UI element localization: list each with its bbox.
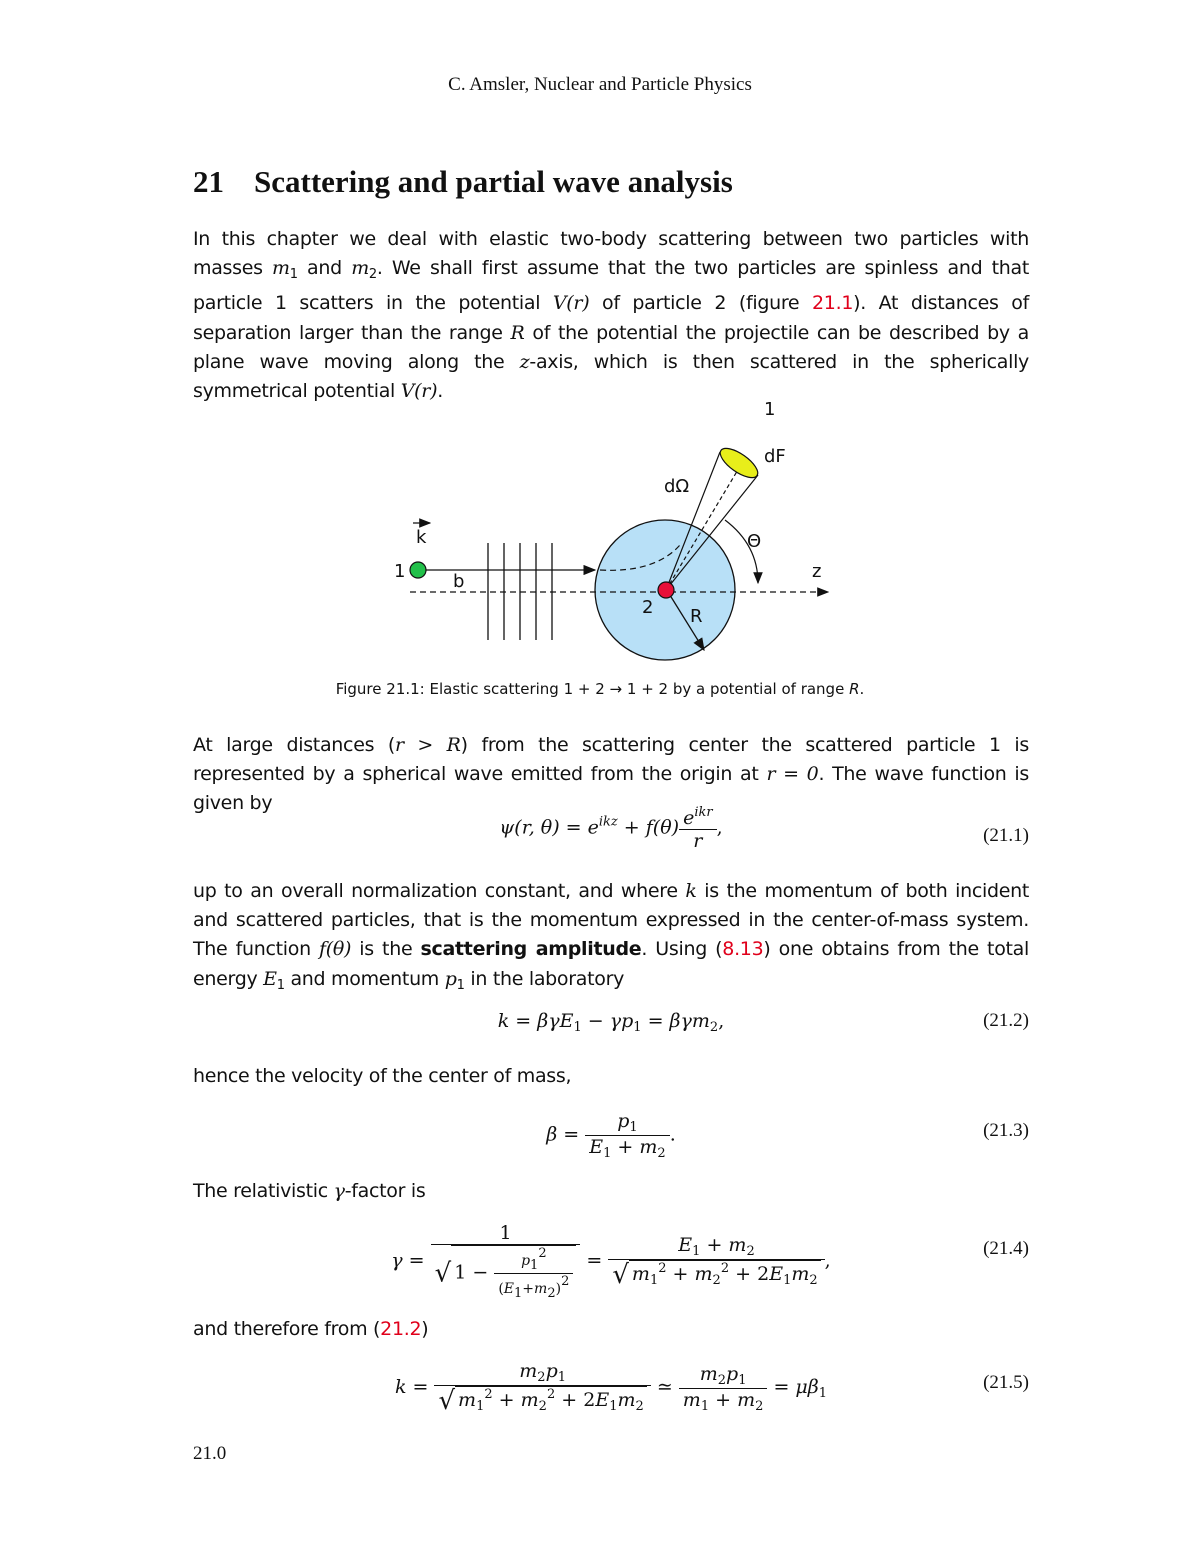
paragraph-6: and therefore from (21.2) <box>193 1318 429 1340</box>
equation-number: (21.4) <box>983 1238 1029 1259</box>
label-particle-2: 2 <box>642 597 654 618</box>
chapter-title-text: Scattering and partial wave analysis <box>254 164 733 199</box>
equation-number: (21.2) <box>983 1010 1029 1031</box>
equation-21-1: ψ(r, $\theta) = e^{ikz} + f(\theta)$ $\frac{e^{ikr}}{r}$ , (21.1) <box>499 805 1029 852</box>
equation-number: (21.1) <box>983 825 1029 846</box>
equation-reference[interactable]: 8.13 <box>722 938 764 961</box>
equation-21-4: γ = 1 √ 1 − $\frac{p12}{(E1+m2)2}$ = $\frac{E_1 + m_2}{√ m_1^2 + m_2^2 + 2E_1m_2}$ , (21.4) <box>391 1222 1029 1301</box>
equation-number: (21.5) <box>983 1372 1029 1393</box>
label-theta: Θ <box>747 531 762 552</box>
scattering-figure <box>380 395 850 670</box>
label-k: k <box>416 527 427 548</box>
label-b: b <box>453 571 465 592</box>
figure-reference[interactable]: 21.1 <box>812 292 854 315</box>
label-outgoing-1: 1 <box>764 399 776 420</box>
equation-reference[interactable]: 21.2 <box>380 1318 422 1340</box>
equation-21-2: $k = \beta\gamma E_1 - \gamma p_1 = \beta\gamma m_2$, (21.2) <box>497 1010 1029 1035</box>
paragraph-2: At large distances (r > R) from the scattering center the scattered particle 1 is represented by a spherical wave emitted from the origin at r = 0. The wave function is given by <box>193 734 1030 815</box>
equation-21-5: k = $\frac{m_2p_1}{√ m_1^2 + m_2^2 + 2E_1m_2}$ ≃ $\frac{m_2p_1}{m_1 + m_2}$ = $\mu\beta_1$ (21.5) <box>394 1360 1029 1416</box>
running-head: C. Amsler, Nuclear and Particle Physics <box>448 74 752 95</box>
paragraph-3: up to an overall normalization constant, and where k is the momentum of both incident and scattered particles, that is the momentum expressed in the center-of-mass system. The function f(θ) is the scattering amplitude. Using (8.13) one obtains from the total energy $E_1$ and momentum $p_1$ in the laboratory <box>193 880 1029 993</box>
particle-1 <box>410 562 426 578</box>
equation-number: (21.3) <box>983 1120 1029 1141</box>
label-R: R <box>690 606 703 627</box>
particle-2 <box>658 582 674 598</box>
chapter-number: 21 <box>193 164 224 199</box>
page-number: 21.0 <box>193 1443 227 1464</box>
label-particle-1: 1 <box>394 561 406 582</box>
equation-21-3: β = $\frac{p_1}{E_1 + m_2}$ . (21.3) <box>546 1110 1029 1161</box>
paragraph-5: The relativistic γ-factor is <box>193 1180 426 1202</box>
intro-paragraph: In this chapter we deal with elastic two-body scattering between two particles with masses $m_1$ and $m_2$. We shall first assume that the two particles are spinless and that particle 1 scatters in the potential V(r) of particle 2 (figure 21.1). At distances of separation larger than the range R of the potential the projectile can be described by a plane wave moving along the z-axis, which is then scattered in the spherically symmetrical potential V(r). <box>193 228 1030 403</box>
paragraph-4: hence the velocity of the center of mass, <box>193 1065 572 1087</box>
detector-area <box>716 443 762 483</box>
figure-caption: Figure 21.1: Elastic scattering 1 + 2 → 1 + 2 by a potential of range R. <box>335 680 865 698</box>
label-z: z <box>812 561 822 582</box>
label-dOmega: dΩ <box>664 476 690 497</box>
chapter-title <box>193 164 733 200</box>
label-dF: dF <box>764 446 786 467</box>
